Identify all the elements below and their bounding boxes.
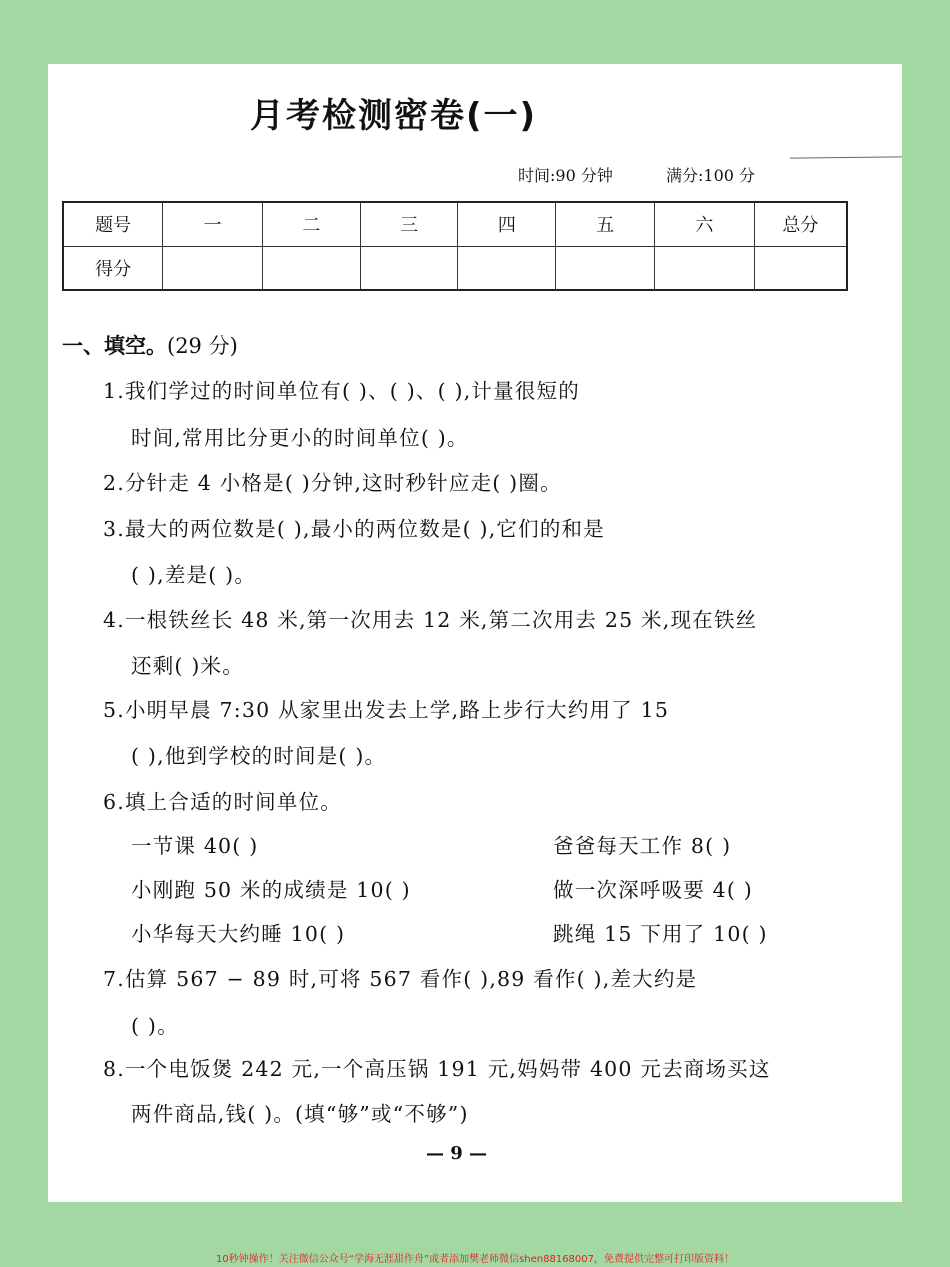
q6-item-run: 小刚跑 50 米的成绩是 10( ) xyxy=(131,878,411,902)
question-8-line-2: 两件商品,钱( )。(填“够”或“不够”) xyxy=(131,1102,469,1126)
section-points: (29 分) xyxy=(167,334,238,358)
exam-time: 时间:90 分钟 xyxy=(518,166,613,185)
question-number: 5. xyxy=(103,698,125,722)
question-number: 3. xyxy=(103,517,125,541)
question-number: 8. xyxy=(103,1057,125,1081)
header-cell-2: 二 xyxy=(262,202,360,246)
question-4 xyxy=(103,603,757,633)
q6-item-dad-work: 爸爸每天工作 8( ) xyxy=(553,834,732,858)
page-number: — 9 — xyxy=(426,1143,488,1164)
question-number: 4. xyxy=(103,608,125,632)
score-table-score-row xyxy=(63,246,847,290)
question-3 xyxy=(103,512,605,542)
score-cell[interactable] xyxy=(163,246,263,290)
section-label: 一、填空。 xyxy=(62,334,167,358)
score-cell[interactable] xyxy=(654,246,754,290)
question-text: 最大的两位数是( ),最小的两位数是( ),它们的和是 xyxy=(124,517,605,541)
question-4-line-2: 还剩( )米。 xyxy=(131,654,244,678)
question-text: 填上合适的时间单位。 xyxy=(124,790,342,814)
q6-item-breath: 做一次深呼吸要 4( ) xyxy=(553,878,753,902)
question-2 xyxy=(103,466,562,496)
score-row-label: 得分 xyxy=(63,246,163,290)
score-cell-total[interactable] xyxy=(754,246,847,290)
question-text: 一个电饭煲 242 元,一个高压锅 191 元,妈妈带 400 元去商场买这 xyxy=(124,1057,771,1081)
q6-item-sleep: 小华每天大约睡 10( ) xyxy=(131,922,346,946)
question-text: 我们学过的时间单位有( )、( )、( ),计量很短的 xyxy=(124,379,580,403)
score-table xyxy=(62,201,848,291)
question-text: 估算 567 − 89 时,可将 567 看作( ),89 看作( ),差大约是 xyxy=(124,967,698,991)
header-cell-3: 三 xyxy=(360,202,458,246)
header-cell-total: 总分 xyxy=(754,202,847,246)
question-6 xyxy=(103,785,342,815)
score-cell[interactable] xyxy=(262,246,360,290)
exam-title: 月考检测密卷(一) xyxy=(250,96,538,136)
header-cell-6: 六 xyxy=(654,202,754,246)
question-3-line-2: ( ),差是( )。 xyxy=(131,563,257,587)
question-text: 小明早晨 7:30 从家里出发去上学,路上步行大约用了 15 xyxy=(124,698,670,722)
score-cell[interactable] xyxy=(360,246,458,290)
question-1-line-2: 时间,常用比分更小的时间单位( )。 xyxy=(131,426,469,450)
header-cell-5: 五 xyxy=(556,202,655,246)
section-heading xyxy=(62,330,238,360)
question-text: 一根铁丝长 48 米,第一次用去 12 米,第二次用去 25 米,现在铁丝 xyxy=(124,608,758,632)
question-number: 1. xyxy=(103,379,125,403)
exam-full-score: 满分:100 分 xyxy=(666,166,756,185)
header-cell-4: 四 xyxy=(458,202,556,246)
score-cell[interactable] xyxy=(556,246,655,290)
question-1 xyxy=(103,374,580,404)
q6-item-class: 一节课 40( ) xyxy=(131,834,259,858)
footer-notice: 10秒钟操作！关注微信公众号“学海无涯甜作舟”或者添加樊老师微信shen88168007，免费提供完整可打印版资料！ xyxy=(215,1254,735,1265)
header-cell-1: 一 xyxy=(163,202,263,246)
question-7 xyxy=(103,962,697,992)
header-cell-question: 题号 xyxy=(63,202,163,246)
question-8 xyxy=(103,1052,771,1082)
question-5-line-2: ( ),他到学校的时间是( )。 xyxy=(131,744,387,768)
question-5 xyxy=(103,693,669,723)
score-cell[interactable] xyxy=(458,246,556,290)
question-number: 2. xyxy=(103,471,125,495)
question-number: 7. xyxy=(103,967,125,991)
score-table-header-row xyxy=(63,202,847,246)
question-number: 6. xyxy=(103,790,125,814)
question-text: 分针走 4 小格是( )分钟,这时秒针应走( )圈。 xyxy=(124,471,562,495)
question-7-line-2: ( )。 xyxy=(131,1014,179,1038)
q6-item-jump-rope: 跳绳 15 下用了 10( ) xyxy=(553,922,768,946)
